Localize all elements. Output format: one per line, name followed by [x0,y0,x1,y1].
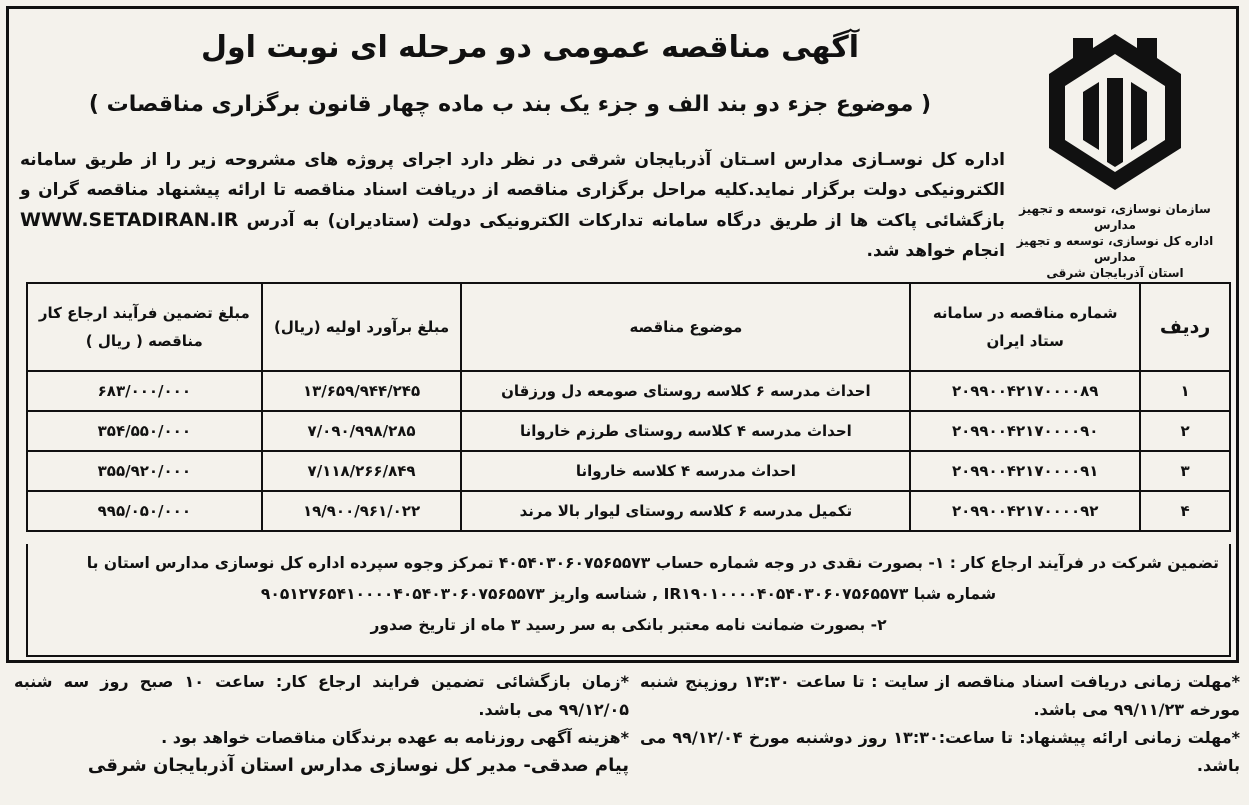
deadline-bids: *مهلت زمانی ارائه پیشنهاد: تا ساعت:۱۳:۳۰ روز دوشنبه مورخ ۹۹/۱۲/۰۴ می باشد. [640,728,1241,775]
deadline-documents: *مهلت زمانی دریافت اسناد مناقصه از سایت : تا ساعت ۱۳:۳۰ روزپنج شنبه مورخه ۹۹/۱۱/۲۳ می باشد. [640,672,1241,719]
organization-logo-block [1010,30,1220,280]
header-subject: موضوع مناقصه [461,283,910,371]
director-signature: پیام صدقی- مدیر کل نوسازی مدارس استان آذربایجان شرقی [87,755,629,776]
cell-row: ۲ [1140,411,1230,451]
announcement-subtitle: ( موضوع جزء دو بند الف و جزء یک بند ب ماده چهار قانون برگزاری مناقصات ) [88,92,932,117]
cell-guarantee: ۶۸۳/۰۰۰/۰۰۰ [27,371,262,411]
cell-row: ۳ [1140,451,1230,491]
intro-text: اداره کل نوسـازی مدارس اسـتان آذربایجان شرقی در نظر دارد اجرای پروژه های مشروحه زیر را از طریق سامانه الکترونیکی دولت برگزار نماید.کلیه مراحل برگزاری مناقصه از دریافت اسناد مناقصه تا ارائه پیشنهاد مناقصه گران و بازگشائی پاکت ها از طریق درگاه سامانه تدارکات الکترونیکی دولت (ستادیران) به آدرس [20,150,1005,231]
header-row-number: ردیف [1140,283,1230,371]
cell-row: ۴ [1140,491,1230,531]
header-tender-number: شماره مناقصه در سامانه ستاد ایران [910,283,1140,371]
organization-line-1: سازمان نوسازی، توسعه و تجهیز مدارس [1019,202,1211,232]
cell-subject: احداث مدرسه ۴ کلاسه روستای طرزم خاروانا [461,411,910,451]
table-row [27,451,1230,491]
header-estimate: مبلغ برآورد اولیه (ریال) [262,283,462,371]
cell-estimate: ۷/۱۱۸/۲۶۶/۸۴۹ [262,451,462,491]
cell-tender-number: ۲۰۹۹۰۰۴۲۱۷۰۰۰۰۹۱ [910,451,1140,491]
table-header-row [27,283,1230,371]
cell-subject: تکمیل مدرسه ۶ کلاسه روستای لیوار بالا مرند [461,491,910,531]
ad-cost-note: *هزینه آگهی روزنامه به عهده برندگان مناقصات خواهد بود . [161,728,629,747]
cell-guarantee: ۹۹۵/۰۵۰/۰۰۰ [27,491,262,531]
table-row [27,491,1230,531]
cell-subject: احداث مدرسه ۴ کلاسه خاروانا [461,451,910,491]
cell-tender-number: ۲۰۹۹۰۰۴۲۱۷۰۰۰۰۸۹ [910,371,1140,411]
cell-estimate: ۱۹/۹۰۰/۹۶۱/۰۲۲ [262,491,462,531]
cell-subject: احداث مدرسه ۶ کلاسه روستای صومعه دل ورزقان [461,371,910,411]
guarantee-line-1: تضمین شرکت در فرآیند ارجاع کار : ۱- بصورت نقدی در وجه شماره حساب ۴۰۵۴۰۳۰۶۰۷۵۶۵۵۷۳ تمرکز وجوه سپرده اداره کل نوسازی مدارس استان با [86,554,1219,572]
cell-guarantee: ۳۵۵/۹۲۰/۰۰۰ [27,451,262,491]
opening-time: *زمان بازگشائی تضمین فرایند ارجاع کار: ساعت ۱۰ صبح روز سه شنبه ۹۹/۱۲/۰۵ می باشد. [14,672,630,719]
tenders-table [26,282,1231,532]
guarantee-line-3: ۲- بصورت ضمانت نامه معتبر بانکی به سر رسید ۳ ماه از تاریخ صدور [370,616,887,634]
organization-line-3: استان آذربایجان شرقی [1046,266,1184,280]
school-renovation-logo-icon [1045,30,1185,195]
intro-suffix: انجام خواهد شد. [866,241,1005,261]
announcement-title: آگهی مناقصه عمومی دو مرحله ای نوبت اول [201,30,859,65]
cell-row: ۱ [1140,371,1230,411]
guarantee-section [26,544,1231,657]
header-guarantee: مبلغ تضمین فرآیند ارجاع کار مناقصه ( ریال ) [27,283,262,371]
table-row [27,371,1230,411]
cell-guarantee: ۳۵۴/۵۵۰/۰۰۰ [27,411,262,451]
setadiran-url[interactable]: WWW.SETADIRAN.IR [20,209,239,231]
notes-block [14,668,629,780]
intro-paragraph [20,145,1005,266]
table-row [27,411,1230,451]
cell-estimate: ۱۳/۶۵۹/۹۴۴/۲۴۵ [262,371,462,411]
deadlines-block [640,668,1240,780]
guarantee-line-2: شماره شبا IR۱۹۰۱۰۰۰۰۴۰۵۴۰۳۰۶۰۷۵۶۵۵۷۳ , شناسه واریز ۹۰۵۱۲۷۶۵۴۱۰۰۰۰۴۰۵۴۰۳۰۶۰۷۵۶۵۵۷۳ [260,585,997,603]
cell-tender-number: ۲۰۹۹۰۰۴۲۱۷۰۰۰۰۹۰ [910,411,1140,451]
cell-estimate: ۷/۰۹۰/۹۹۸/۲۸۵ [262,411,462,451]
organization-line-2: اداره کل نوسازی، توسعه و تجهیز مدارس [1016,234,1214,264]
cell-tender-number: ۲۰۹۹۰۰۴۲۱۷۰۰۰۰۹۲ [910,491,1140,531]
